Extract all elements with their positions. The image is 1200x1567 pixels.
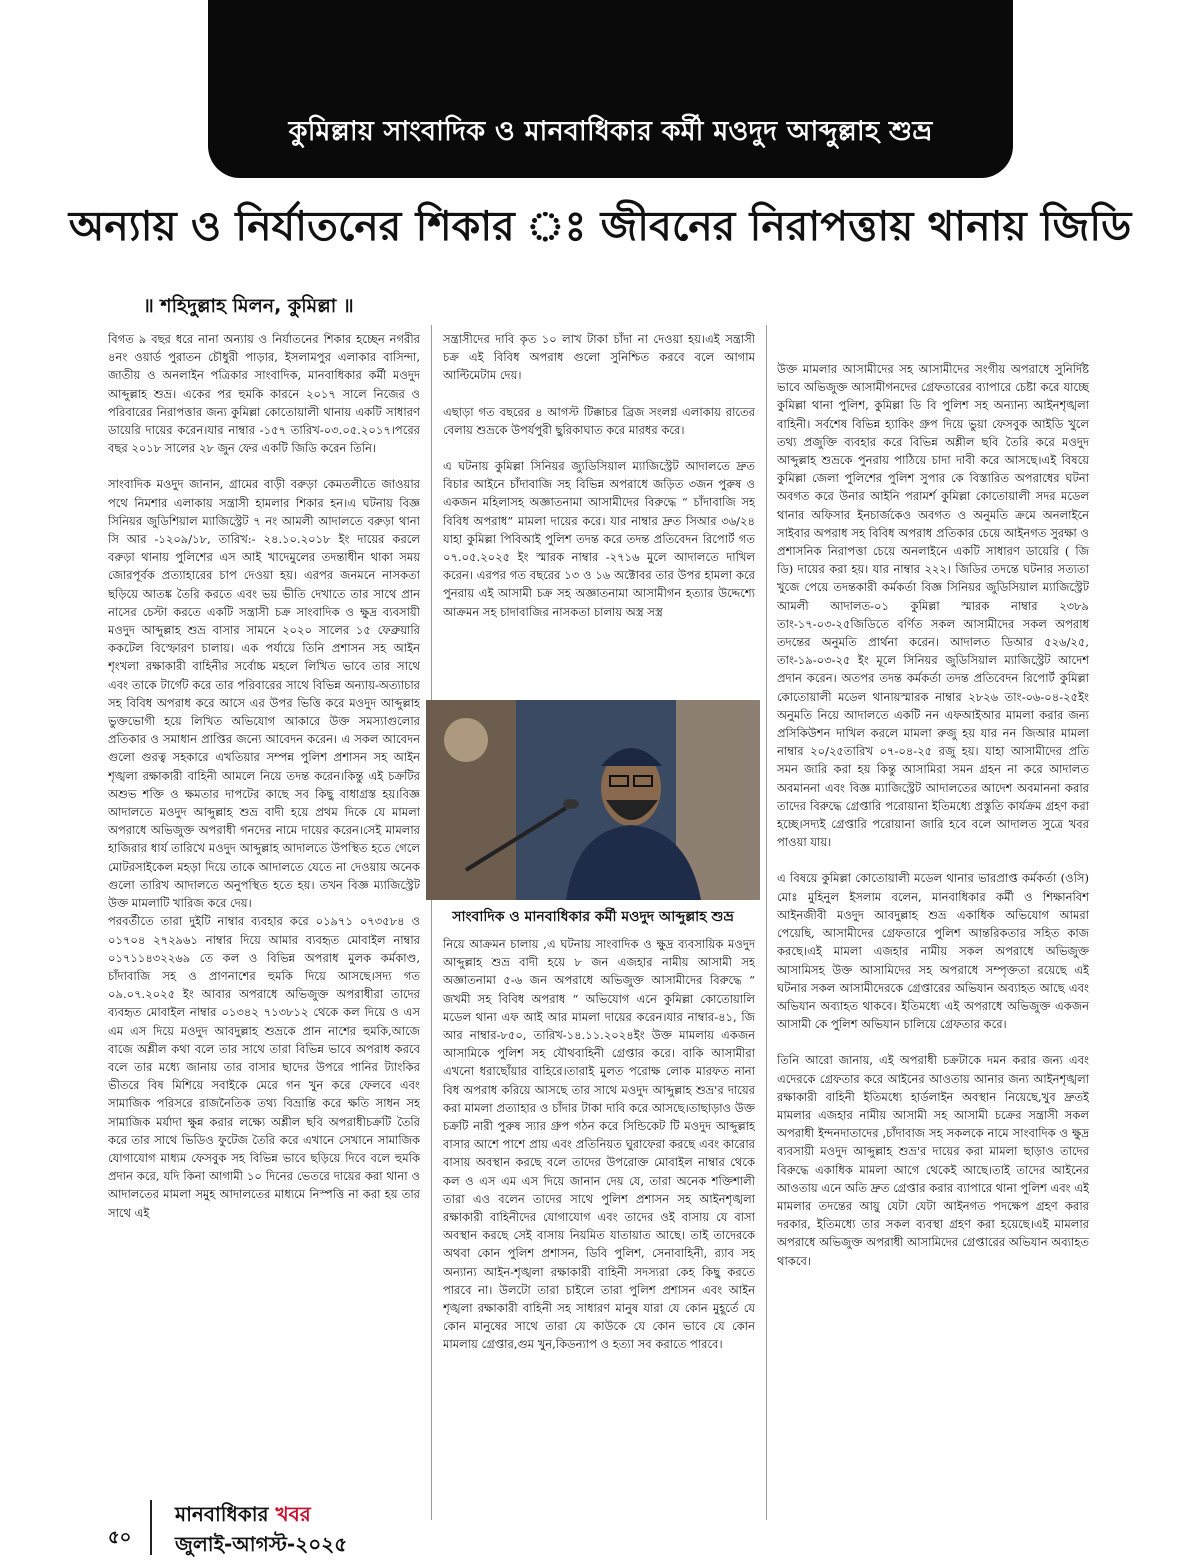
column-2-top — [443, 330, 755, 660]
photo-caption: সাংবাদিক ও মানবাধিকার কর্মী মওদুদ আব্দুল্লাহ শুভ্র — [452, 909, 734, 925]
magazine-name-accent: খবর — [275, 1502, 311, 1526]
paragraph: তিনি আরো জানায়, এই অপরাধী চক্রটাকে দমন করার জন্য এবং এদেরকে গ্রেফতার করে আইনের আওতায় আনার জন্য আইনশৃঙ্খলা রক্ষাকারী বাহিনী ইতিমধ্যে হার্ডলাইন অবস্থান নিয়েছে,খুব দ্রুতই মামলার এজহার নামীয় আসামী সহ আসামী চক্রের সন্ত্রাসী সকল অপরাধী ইন্দনদাতাদের ,চাঁদাবাজ সহ সকলকে নামে সাংবাদিক ও ক্ষুদ্র ব্যবসায়ী মওদুদ আব্দুল্লাহ শুভ্র'র দায়ের করা মামলা ছাড়াও তাদের বিরুদ্ধে একাধিক মামলা আগে থেকেই আছে।তাই তাদের আইনের আওতায় এনে অতি দ্রুত গ্রেপ্তার করার ব্যাপারে থানা পুলিশ এবং এই মামলার তদন্তের আয়ু যেটা যেটা আইনগত পদক্ষেপ গ্রহণ করার দরকার, ইতিমধ্যে তার সকল ব্যবস্থা গ্রহণ করা হয়েছে।এই মামলার অপরাধে অভিজুক্ত অপরাধী আসামিদের গ্রেপ্তারের অভিযান অব্যাহত থাকবে। — [777, 1053, 1089, 1268]
paragraph: সাংবাদিক মওদুদ জানান, গ্রামের বাড়ী বরুড়া কেমতলীতে জাওয়ার পথে নিমশার এলাকায় সন্ত্রাসী হামলার শিকার হন।এ ঘটনায় বিজ্ঞ সিনিয়র জুডিশিয়াল ম্যাজিস্ট্রেট ৭ নং আমলী আদালতে বরুড়া থানা সি আর -১২০৯/১৮, তারিখ:- ২৪.১০.২০১৮ ইং দায়ের করলে বরুড়া থানায় পুলিশের এস আই খাদেমুলের তদন্তাধীন থাকা সময় জোরপূর্বক প্রত্যাহারের চাপ দেওয়া হয়। এরপর জনমনে নাসকতা ছড়িয়ে আতঙ্ক তৈরি করতে এবং ভয় ভীতি দেখাতে তার সাথে প্রান নাসের চেস্টা করতে একটি সন্ত্রাসী চক্র সাংবাদিক ও ক্ষুদ্র ব্যবসায়ী মওদুদ আব্দুল্লাহ শুভ্র বাসার সামনে ২০২০ সালের ১৫ ফেব্রুয়ারি ককটেল বিস্ফোরণ চালায়। এক পর্যায়ে তিনি প্রশাসন সহ আইন শৃংখলা রক্ষাকারী বাহিনীর সর্বোচ্চ মহলে লিখিত ভাবে তার সাথে এবং তাকে টার্গেট করে তার পরিবারের সাথে বিভিন্ন অন্যায়-অত্যাচার সহ বিবিধ অপরাধ করে আসে এর উপর ভিত্তি করে মওদুদ আব্দুল্লাহ ভুক্তভোগী হয়ে লিখিত অভিযোগ আকারে উক্ত সমস্যাগুলোর প্রতিকার ও সমাধান প্রাপ্তির জন্যে আবেদন করেন। এ সকল আবেদন গুলো গুরত্ব সহকারে এখতিয়ার সম্পন্ন পুলিশ প্রশাসন সহ আইন শৃঙ্খলা রক্ষাকারী বাহিনী আমলে নিয়ে তদন্ত করেন।কিন্তু এই চক্রটির অশুভ শক্তি ও ক্ষমতার দাপটের কাছে সব কিছু বাধাগ্রস্ত হয়।বিজ্ঞ আদালতে মওদুদ আব্দুল্লাহ শুভ্র বাদী হয়ে প্রথম দিকে যে মামলা অপরাধে অভিজুক্ত অপরাধী গনদের নামে দায়ের করেন।সেই মামলার হাজিরার ধার্য তারিখে মওদুদ আব্দুল্লাহ আদালতে উপস্থিত হতে গেলে মোটরসাইকেল মহড়া দিয়ে তাকে আদালতে যেতে না দেওয়ায় অনেক গুলো তারিখ আদালতে অনুপস্থিত হতে হয়। তখন বিজ্ঞ ম্যাজিস্ট্রেট উক্ত মামলাটি খারিজ করে দেয়। — [108, 477, 420, 911]
paragraph: এ ঘটনায় কুমিল্লা সিনিয়র জ্যুডিসিয়াল ম্যাজিস্ট্রেট আদালতে দ্রুত বিচার আইনে চাঁদাবাজি সহ বিভিন্ন অপরাধে জড়িত ৩জন পুরুষ ও একজন মহিলাসহ অজ্ঞাতনামা আসামীদের বিরুদ্ধে “ চাঁদাবাজি সহ বিবিধ অপরাধ” মামলা দায়ের করে। যার নাম্বার দ্রুত সিআর ৩৬/২৪ যাহা কুমিল্লা পিবিআই পুলিশ তদন্ত করে তদন্ত প্রতিবেদন রিপোর্ট গত ০৭.০৫.২০২৫ ইং স্মারক নাম্বার -২৭১৬ মুলে আদালতে দাখিল করেন। এরপর গত বছরের ১৩ ও ১৬ অক্টোবর তার উপর হামলা করে পুনরায় এই আসামী চক্র সহ অজ্ঞাতনামা আসামীগন হত্যার উদ্দেশ্যে আক্রমন সহ চাদাবাজির নাসকতা চালায় অস্ত্র সস্ত্র — [443, 459, 755, 619]
magazine-logo — [175, 1500, 311, 1533]
column-divider — [766, 325, 767, 1520]
top-banner — [208, 0, 1013, 178]
paragraph: বিগত ৯ বছর ধরে নানা অন্যায় ও নির্যাতনের শিকার হচ্ছেন নগরীর ৪নং ওয়ার্ড পুরাতন চৌধুরী পাড়ার, ইসলামপুর এলাকার বাসিন্দা, জাতীয় ও অনলাইন পত্রিকার সাংবাদিক, মানবাধিকার কর্মী মওদুদ আব্দুল্লাহ শুভ্র। একের পর হুমকি কারনে ২০১৭ সালে নিজের ও পরিবারের নিরাপত্তার জন্য কুমিল্লা কোতোয়ালী থানায় একটি সাধারণ ডায়েরি দায়ের করেন।যার নাম্বার -১৫৭ তারিখ-০৩.০৫.২০১৭।পরের বছর ২০১৮ সালের ২৮ জুন ফের একটি জিডি করেন তিনি। — [108, 332, 420, 456]
paragraph: সন্ত্রাসীদের দাবি কৃত ১০ লাখ টাকা চাঁদা না দেওয়া হয়।এই সন্ত্রাসী চক্র এই বিবিধ অপরাধ গুলো সুনিশ্চিত করবে বলে আগাম আল্টিমেটাম দেয়। — [443, 332, 755, 383]
paragraph: নিয়ে আক্রমন চালায় ,এ ঘটনায় সাংবাদিক ও ক্ষুদ্র ব্যবসায়িক মওদুদ আব্দুল্লাহ শুভ্র বাদী হয়ে ৮ জন এজহার নামীয় আসামী সহ অজ্ঞাতনামা ৫-৬ জন অপরাধে অভিজুক্ত আসামীদের বিরুদ্ধে “ জখমী সহ বিবিধ অপরাধ “ অভিযোগ এনে কুমিল্লা কোতোয়ালি মডেল থানা এফ আই আর মামলা দায়ের করেন।যার নাম্বার-৪১, জি আর নাম্বার-৮৫০, তারিখ-১৪.১১.২০২৪ইং উক্ত মামলায় একজন আসামিকে পুলিশ সহ যৌথবাহিনী গ্রেপ্তার করে। বাকি আসামীরা এখনো ধরাছোঁয়ার বাহিরে।তারাই মুলত পরোক্ষ লোক মারফত নানা বিধ অপরাধ করিয়ে আসছে তার সাথে মওদুদ আব্দুল্লাহ শুভ্র'র দায়ের করা মামলা প্রত্যাহার ও চাঁদার টাকা দাবি করে আসছে।তাছাড়াও উক্ত চক্রটি নারী পুরুষ স্যার গ্রুপ গঠন করে সিন্ডিকেট টি মওদুদ আব্দুল্লাহ বাসার আশে পাশে প্রায় এবং প্রতিনিয়ত ঘুরাফেরা করছে এবং কারোর বাসায় অবস্থান করছে বলে তাদের উপরোক্ত মোবাইল নাম্বার থেকে কল ও এস এম এস দিয়ে জানান দেয় যে, তারা অনেক শক্তিশালী তারা এও বলেন তাদের সাথে পুলিশ প্রশাসন সহ আইনশৃঙ্খলা রক্ষাকারী বাহিনীদের যোগাযোগ এবং তাদের ওই বাসায় যে বাসা অবস্থান করছে সেই বাসায় নিয়মিত যাতায়াত আছে। তাই তাদেরকে অথবা কোন পুলিশ প্রশাসন, ডিবি পুলিশ, সেনাবাহিনী, র‍্যাব সহ অন্যান্য আইন-শৃঙ্খলা রক্ষাকারী বাহিনী সদস্যরা কেহ কিছু করতে পারবে না। উলটো তারা চাইলে তারা পুলিশ প্রশাসন এবং আইন শৃঙ্খলা রক্ষাকারী বাহিনী সহ সাধারণ মানুষ যারা যে কোন মুহূর্তে যে কোন মানুষের সাথে তারা যে কাউকে যে কোন ভাবে যে কোন মামলায় গ্রেপ্তার,গুম খুন,কিডন্যাপ ও হত্যা সব করাতে পারবে। — [443, 937, 755, 1352]
portrait-photo — [426, 700, 760, 900]
column-1 — [108, 330, 420, 1530]
column-3 — [777, 360, 1089, 1510]
banner-title: কুমিল্লায় সাংবাদিক ও মানবাধিকার কর্মী মওদুদ আব্দুল্লাহ শুভ্র — [288, 116, 933, 147]
footer-divider — [150, 1500, 152, 1555]
column-2-bottom — [443, 935, 755, 1525]
byline: ॥ শহিদুল্লাহ মিলন, কুমিল্লা ॥ — [143, 295, 354, 317]
paragraph: এ বিষয়ে কুমিল্লা কোতোয়ালী মডেল থানার ভারপ্রাপ্ত কর্মকর্তা (ওসি) মোঃ মুহিনুল ইসলাম বলেন, মানবাধিকার কর্মী ও শিক্ষানবিশ আইনজীবী মওদুদ আবদুল্লাহ শুভ্র একাধিক অভিযোগ আমরা পেয়েছি, আসামীদের গ্রেফতারে পুলিশ আন্তরিকতার সহিত কাজ করছে।এই মামলা এজহার নামীয় সকল অপরাধে অভিজুক্ত আসামিসহ উক্ত আসামিদের সহ অপরাধে সম্পৃক্ততা রয়েছে এই ঘটনার সকল আসামীদেরকে গ্রেপ্তারের অভিযান অব্যাহত আছে এবং অভিযান অব্যাহত থাকবে। ইতিমধ্যে এই অপরাধে অভিজুক্ত একজন আসামী কে পুলিশ অভিযান চালিয়ে গ্রেফতার করে। — [777, 871, 1089, 1032]
issue-date: জুলাই-আগস্ট-২০২৫ — [175, 1532, 348, 1556]
paragraph: পরবর্তীতে তারা দুইটি নাম্বার ব্যবহার করে ০১৯৭১ ০৭৩৫৮৪ ও ০১৭০৪ ২৭২৯৬১ নাম্বার দিয়ে আমার ব্যবহৃত মোবাইল নাম্বার ০১৭১১৪৩২২৬৯ তে কল ও বিভিন্ন অপরাধ মুলক কর্মকাণ্ড, চাঁদাবাজি সহ ও প্রাণনাশের হুমকি দিয়ে আসছে।সদ্য গত ০৯.০৭.২০২৫ ইং আবার অপরাধে অভিজুক্ত অপরাধীরা তাদের ব্যবহৃত মোবাইল নাম্বার ০১৩৪২ ৭১৩৮১২ থেকে কল দিয়ে ও এস এম এস দিয়ে মওদুদ আবদুল্লাহ শুভ্রকে প্রান নাশের হুমকি,আজে বাজে অশ্লীল কথা বলে তার সাথে তারা বিভিন্ন ভাবে অপরাধ করবে বলে তার মধ্যে জানায় তার বাসার ছাদের উপরে পানির ট্যাংকির ভীতরে বিষ মিশিয়ে সবাইকে মেরে গন খুন করে ফেলবে এবং সামাজিক পরিসরে রাজনৈতিক তথ্য বিভ্রান্তি করে ক্ষতি সাধন সহ সামাজিক মর্যাদা ক্ষুন্ন করার লক্ষ্যে অশ্লীল ছবি অপরাধীচক্রটি তৈরি করে তার সাথে ভিডিও ফুটেজ তৈরি করে এখানে সেখানে সামাজিক যোগাযোগ মাধ্যম ফেসবুক সহ বিভিন্ন ভাবে ছড়িয়ে দিবে বলে হুমকি প্রদান করে, যদি কিনা আগামী ১০ দিনের ভেতরে দায়ের করা থানা ও আদালতের মামলা সমুহ আদালতের মাধ্যমে নিস্পত্তি না করা হয় তার সাথে এই — [108, 914, 420, 1220]
article-headline: অন্যায় ও নির্যাতনের শিকার ঃ জীবনের নিরাপত্তায় থানায় জিডি — [68, 202, 1132, 250]
magazine-name-part: মানবাধিকার — [175, 1502, 276, 1526]
paragraph: এছাড়া গত বছরের ৪ আগস্ট টিক্কাচর ব্রিজ সংলগ্ন এলাকায় রাতের বেলায় শুভ্রকে উপর্যপুরী ছুরিকাঘাত করে মারধর করে। — [443, 404, 755, 437]
photo-illustration — [426, 700, 760, 900]
page-number: ৫০ — [108, 1527, 132, 1548]
paragraph: উক্ত মামলার আসামীদের সহ আসামীদের সংগীয় অপরাধে সুনির্দিষ্ট ভাবে অভিজুক্ত আসামীগনদের গ্রেফতারের ব্যাপারে চেষ্টা করে যাচ্ছে কুমিল্লা থানা পুলিশ, কুমিল্লা ডি বি পুলিশ সহ অন্যান্য আইনশৃঙ্খলা বাহিনী। সর্বশেষ বিভিন্ন হ্যাকিং গ্রুপ দিয়ে ভুয়া ফেসবুক আইডি খুলে তথ্য প্রজুক্তি ব্যবহার করে বিভিন্ন অশ্লীল ছবি তৈরি করে মওদুদ আব্দুল্লাহ শুভ্রকে পুনরায় পাঠিয়ে চাদা দাবী করে আসছে।এই বিষয়ে কুমিল্লা জেলা পুলিশের পুলিশ সুপার কে বিস্তারিত অপরাধের ঘটনা অবগত করে উনার আইনি পরামর্শ কুমিল্লা কোতোয়ালী সদর মডেল থানার অফিসার ইনচার্জকেও অবগত ও অনুমতি ক্রমে অনলাইনে সাইবার অপরাধ সহ বিবিধ অপরাধ প্রতিকার চেয়ে আইনগত সুরক্ষা ও প্রশাসনিক নিরাপত্তা চেয়ে অনলাইনে একটি সাধারণ ডায়েরি ( জি ডি) দায়ের করা হয়। যার নাম্বার ২২২। জিডির তদন্তে ঘটনার সত্যতা খুজে পেয়ে তদন্তকারী কর্মকর্তা বিজ্ঞ সিনিয়র জুডিসিয়াল ম্যাজিস্ট্রেট আমলী আদালত-০১ কুমিল্লা স্মারক নাম্বার ২৩৮৯ তাং-১৭-০৩-২৫জিডিতে বর্ণিত সকল আসামীদের সকল অপরাধ তদন্তের অনুমতি প্রার্থনা করেন। আদালত ডিআর ৫২৬/২৫, তাং-১৯-০৩-২৫ ইং মূলে সিনিয়র জুডিসিয়াল ম্যাজিস্ট্রেট আদেশ প্রদান করেন। অতপর তদন্ত কর্মকর্তা তদন্ত প্রতিবেদন রিপোর্ট কুমিল্লা কোতোয়ালী মডেল থানায়স্মারক নাম্বার ২৮২৬ তাং-০৬-০৪-২৫ইং অনুমতি নিয়ে আদালতে একটি নন এফআইআর মামলা করার জন্য প্রসিকিউশন দাখিল করলে মামলা রুজু হয় যার নন জিআর মামলা নাম্বার ২০/২৫তারিখ ০৭-০৪-২৫ রজু হয়। যাহা আসামীদের প্রতি সমন জারি করা হয় কিন্তু আসামিরা সমন গ্রহন না করে আদালত অবমাননা এবং বিজ্ঞ ম্যাজিস্ট্রেট আদালতের আদেশ অবমাননা করার তাদের বিরুদ্ধে গ্রেপ্তারি পরোয়ানা ইতিমধ্যে প্রস্তুতি কার্যক্রম গ্রহণ করা হচ্ছে।সদ্যই গ্রেপ্তারি পরোয়ানা জারি হবে বলে আদালত সুত্রে খবর পাওয়া যায়। — [777, 362, 1089, 850]
